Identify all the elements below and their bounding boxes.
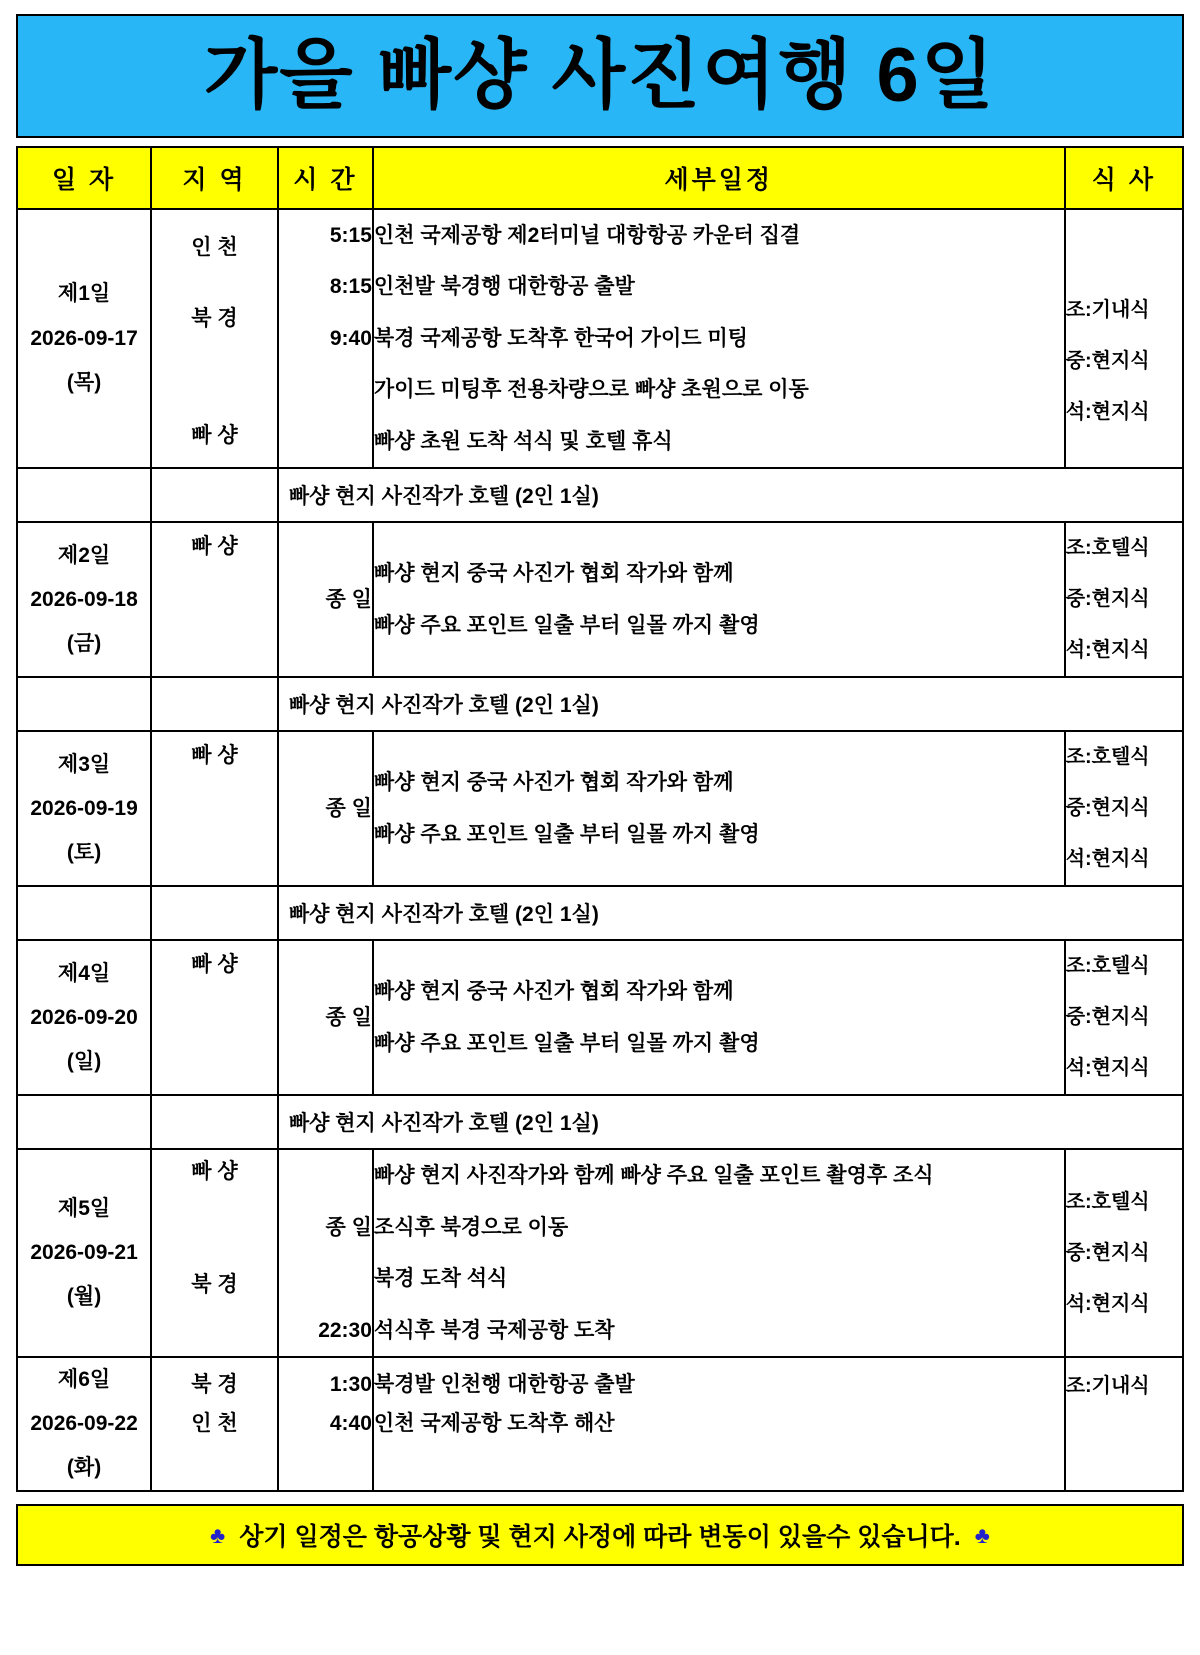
area-line: 인 천	[191, 1411, 238, 1435]
header-row	[17, 147, 1183, 209]
date-line: (월)	[66, 1285, 102, 1309]
detail-line: 석식후 북경 국제공항 도착	[373, 1318, 615, 1342]
club-icon: ♣	[210, 1521, 226, 1548]
page-title: 가을 빠샹 사진여행 6일	[203, 33, 997, 118]
time-line	[279, 416, 372, 467]
meal-line: 조:기내식	[1065, 299, 1150, 322]
date-line: (목)	[66, 370, 102, 394]
day-detail-cell	[373, 1357, 1065, 1491]
hotel-row-blank	[151, 677, 278, 731]
day-area-cell	[151, 1357, 278, 1491]
hotel-info: 빠샹 현지 사진작가 호텔 (2인 1실)	[278, 1095, 1183, 1149]
date-line: (금)	[66, 631, 102, 655]
date-line: 제5일	[57, 1196, 111, 1220]
itinerary-table	[16, 146, 1184, 1492]
detail-line: 가이드 미팅후 전용차량으로 빠샹 초원으로 이동	[373, 378, 809, 402]
day-area-cell	[151, 209, 278, 468]
time-line: 4:40	[329, 1411, 372, 1435]
time-line: 8:15	[329, 275, 372, 299]
detail-line: 빠샹 현지 사진작가와 함께 빠샹 주요 일출 포인트 촬영후 조식	[373, 1164, 934, 1188]
day-time-cell	[278, 940, 373, 1095]
date-line: 2026-09-17	[30, 326, 138, 350]
area-line: 인 천	[191, 235, 238, 259]
meal-line: 조:호텔식	[1065, 955, 1150, 978]
hotel-info: 빠샹 현지 사진작가 호텔 (2인 1실)	[278, 468, 1183, 522]
table-row	[17, 940, 1183, 1095]
hotel-info: 빠샹 현지 사진작가 호텔 (2인 1실)	[278, 677, 1183, 731]
hotel-row	[17, 1095, 1183, 1149]
hotel-row-blank	[17, 468, 151, 522]
time-line: 1:30	[329, 1372, 372, 1396]
day-time-cell	[278, 522, 373, 677]
date-line: 제4일	[57, 961, 111, 985]
meal-line: 중:현지식	[1065, 1006, 1150, 1029]
date-line: (토)	[66, 840, 102, 864]
time-line: 종 일	[325, 587, 372, 611]
day-time-cell	[278, 1149, 373, 1357]
meal-line: 중:현지식	[1065, 588, 1150, 611]
detail-line: 빠샹 주요 포인트 일출 부터 일몰 까지 촬영	[373, 822, 760, 846]
detail-line: 북경발 인천행 대한항공 출발	[373, 1372, 635, 1396]
hotel-row-blank	[151, 1095, 278, 1149]
meal-line: 중:현지식	[1065, 1241, 1150, 1264]
table-header	[17, 147, 1183, 209]
meal-line: 조:기내식	[1065, 1374, 1150, 1397]
day-date-cell	[17, 940, 151, 1095]
date-line: (일)	[66, 1049, 102, 1073]
detail-line: 빠샹 현지 중국 사진가 협회 작가와 함께	[373, 980, 734, 1004]
page-title-bar	[16, 14, 1184, 138]
date-line: 제6일	[57, 1367, 111, 1391]
area-line: 빠 샹	[191, 953, 238, 977]
meal-line: 석:현지식	[1065, 848, 1150, 871]
day-date-cell	[17, 731, 151, 886]
day-area-cell	[151, 940, 278, 1095]
day-meal-cell	[1065, 1149, 1183, 1357]
day-meal-cell	[1065, 731, 1183, 886]
area-line: 북 경	[191, 1273, 238, 1297]
day-time-cell	[278, 1357, 373, 1491]
meal-line: 석:현지식	[1065, 1292, 1150, 1315]
time-line	[279, 1150, 372, 1201]
meal-line: 석:현지식	[1065, 639, 1150, 662]
day-date-cell	[17, 1357, 151, 1491]
day-meal-cell	[1065, 522, 1183, 677]
time-line	[279, 1253, 372, 1304]
meal-line: 석:현지식	[1065, 401, 1150, 424]
hotel-row-blank	[17, 1095, 151, 1149]
hotel-row-blank	[151, 886, 278, 940]
date-line: 2026-09-18	[30, 587, 138, 611]
date-line: 제2일	[57, 543, 111, 567]
day-meal-cell	[1065, 940, 1183, 1095]
detail-line: 빠샹 주요 포인트 일출 부터 일몰 까지 촬영	[373, 613, 760, 637]
detail-line: 인천 국제공항 도착후 해산	[373, 1411, 615, 1435]
time-line: 9:40	[329, 326, 372, 350]
meal-line: 중:현지식	[1065, 350, 1150, 373]
detail-line: 빠샹 현지 중국 사진가 협회 작가와 함께	[373, 562, 734, 586]
day-date-cell	[17, 1149, 151, 1357]
detail-line: 인천발 북경행 대한항공 출발	[373, 275, 635, 299]
area-line: 빠 샹	[191, 424, 238, 448]
time-line	[279, 364, 372, 415]
day-detail-cell	[373, 209, 1065, 468]
detail-line: 북경 국제공항 도착후 한국어 가이드 미팅	[373, 326, 748, 350]
day-detail-cell	[373, 1149, 1065, 1357]
time-line: 종 일	[325, 1215, 372, 1239]
area-line: 빠 샹	[191, 1160, 238, 1184]
footer-note-text: 상기 일정은 항공상황 및 현지 사정에 따라 변동이 있을수 있습니다.	[239, 1523, 961, 1552]
day-meal-cell	[1065, 209, 1183, 468]
footer-note	[16, 1504, 1184, 1566]
hotel-row	[17, 468, 1183, 522]
area-line: 빠 샹	[191, 744, 238, 768]
column-header-area: 지 역	[151, 147, 278, 209]
day-area-cell	[151, 1149, 278, 1357]
table-row	[17, 731, 1183, 886]
table-row	[17, 1357, 1183, 1491]
column-header-date: 일 자	[17, 147, 151, 209]
area-line: 북 경	[191, 306, 238, 330]
detail-line: 빠샹 주요 포인트 일출 부터 일몰 까지 촬영	[373, 1031, 760, 1055]
area-line: 북 경	[191, 1372, 238, 1396]
column-header-meal: 식 사	[1065, 147, 1183, 209]
hotel-row-blank	[151, 468, 278, 522]
table-row	[17, 1149, 1183, 1357]
time-line: 5:15	[329, 224, 372, 247]
table-row	[17, 209, 1183, 468]
meal-line: 조:호텔식	[1065, 746, 1150, 769]
hotel-info: 빠샹 현지 사진작가 호텔 (2인 1실)	[278, 886, 1183, 940]
hotel-row	[17, 886, 1183, 940]
time-line: 22:30	[318, 1318, 372, 1342]
meal-line: 조:호텔식	[1065, 1190, 1150, 1213]
hotel-row	[17, 677, 1183, 731]
day-date-cell	[17, 522, 151, 677]
day-detail-cell	[373, 940, 1065, 1095]
meal-line: 중:현지식	[1065, 797, 1150, 820]
table-row	[17, 522, 1183, 677]
day-detail-cell	[373, 522, 1065, 677]
time-line: 종 일	[325, 796, 372, 820]
hotel-row-blank	[17, 886, 151, 940]
hotel-row-blank	[17, 677, 151, 731]
time-line: 종 일	[325, 1005, 372, 1029]
day-time-cell	[278, 209, 373, 468]
area-line: 빠 샹	[191, 535, 238, 559]
date-line: 2026-09-21	[30, 1241, 138, 1265]
detail-line: 빠샹 초원 도착 석식 및 호텔 휴식	[373, 429, 673, 453]
date-line: (화)	[66, 1456, 102, 1480]
column-header-detail: 세부일정	[373, 147, 1065, 209]
date-line: 제1일	[57, 282, 111, 306]
detail-line: 인천 국제공항 제2터미널 대항항공 카운터 집결	[373, 224, 801, 247]
day-area-cell	[151, 731, 278, 886]
date-line: 2026-09-22	[30, 1412, 138, 1436]
column-header-time: 시 간	[278, 147, 373, 209]
day-area-cell	[151, 522, 278, 677]
day-date-cell	[17, 209, 151, 468]
day-time-cell	[278, 731, 373, 886]
meal-line: 조:호텔식	[1065, 537, 1150, 560]
detail-line: 북경 도착 석식	[373, 1267, 508, 1291]
club-icon: ♣	[974, 1521, 990, 1548]
date-line: 2026-09-19	[30, 796, 138, 820]
detail-line: 조식후 북경으로 이동	[373, 1215, 569, 1239]
day-detail-cell	[373, 731, 1065, 886]
meal-line: 석:현지식	[1065, 1057, 1150, 1080]
date-line: 2026-09-20	[30, 1005, 138, 1029]
day-meal-cell	[1065, 1357, 1183, 1491]
detail-line: 빠샹 현지 중국 사진가 협회 작가와 함께	[373, 771, 734, 795]
date-line: 제3일	[57, 752, 111, 776]
